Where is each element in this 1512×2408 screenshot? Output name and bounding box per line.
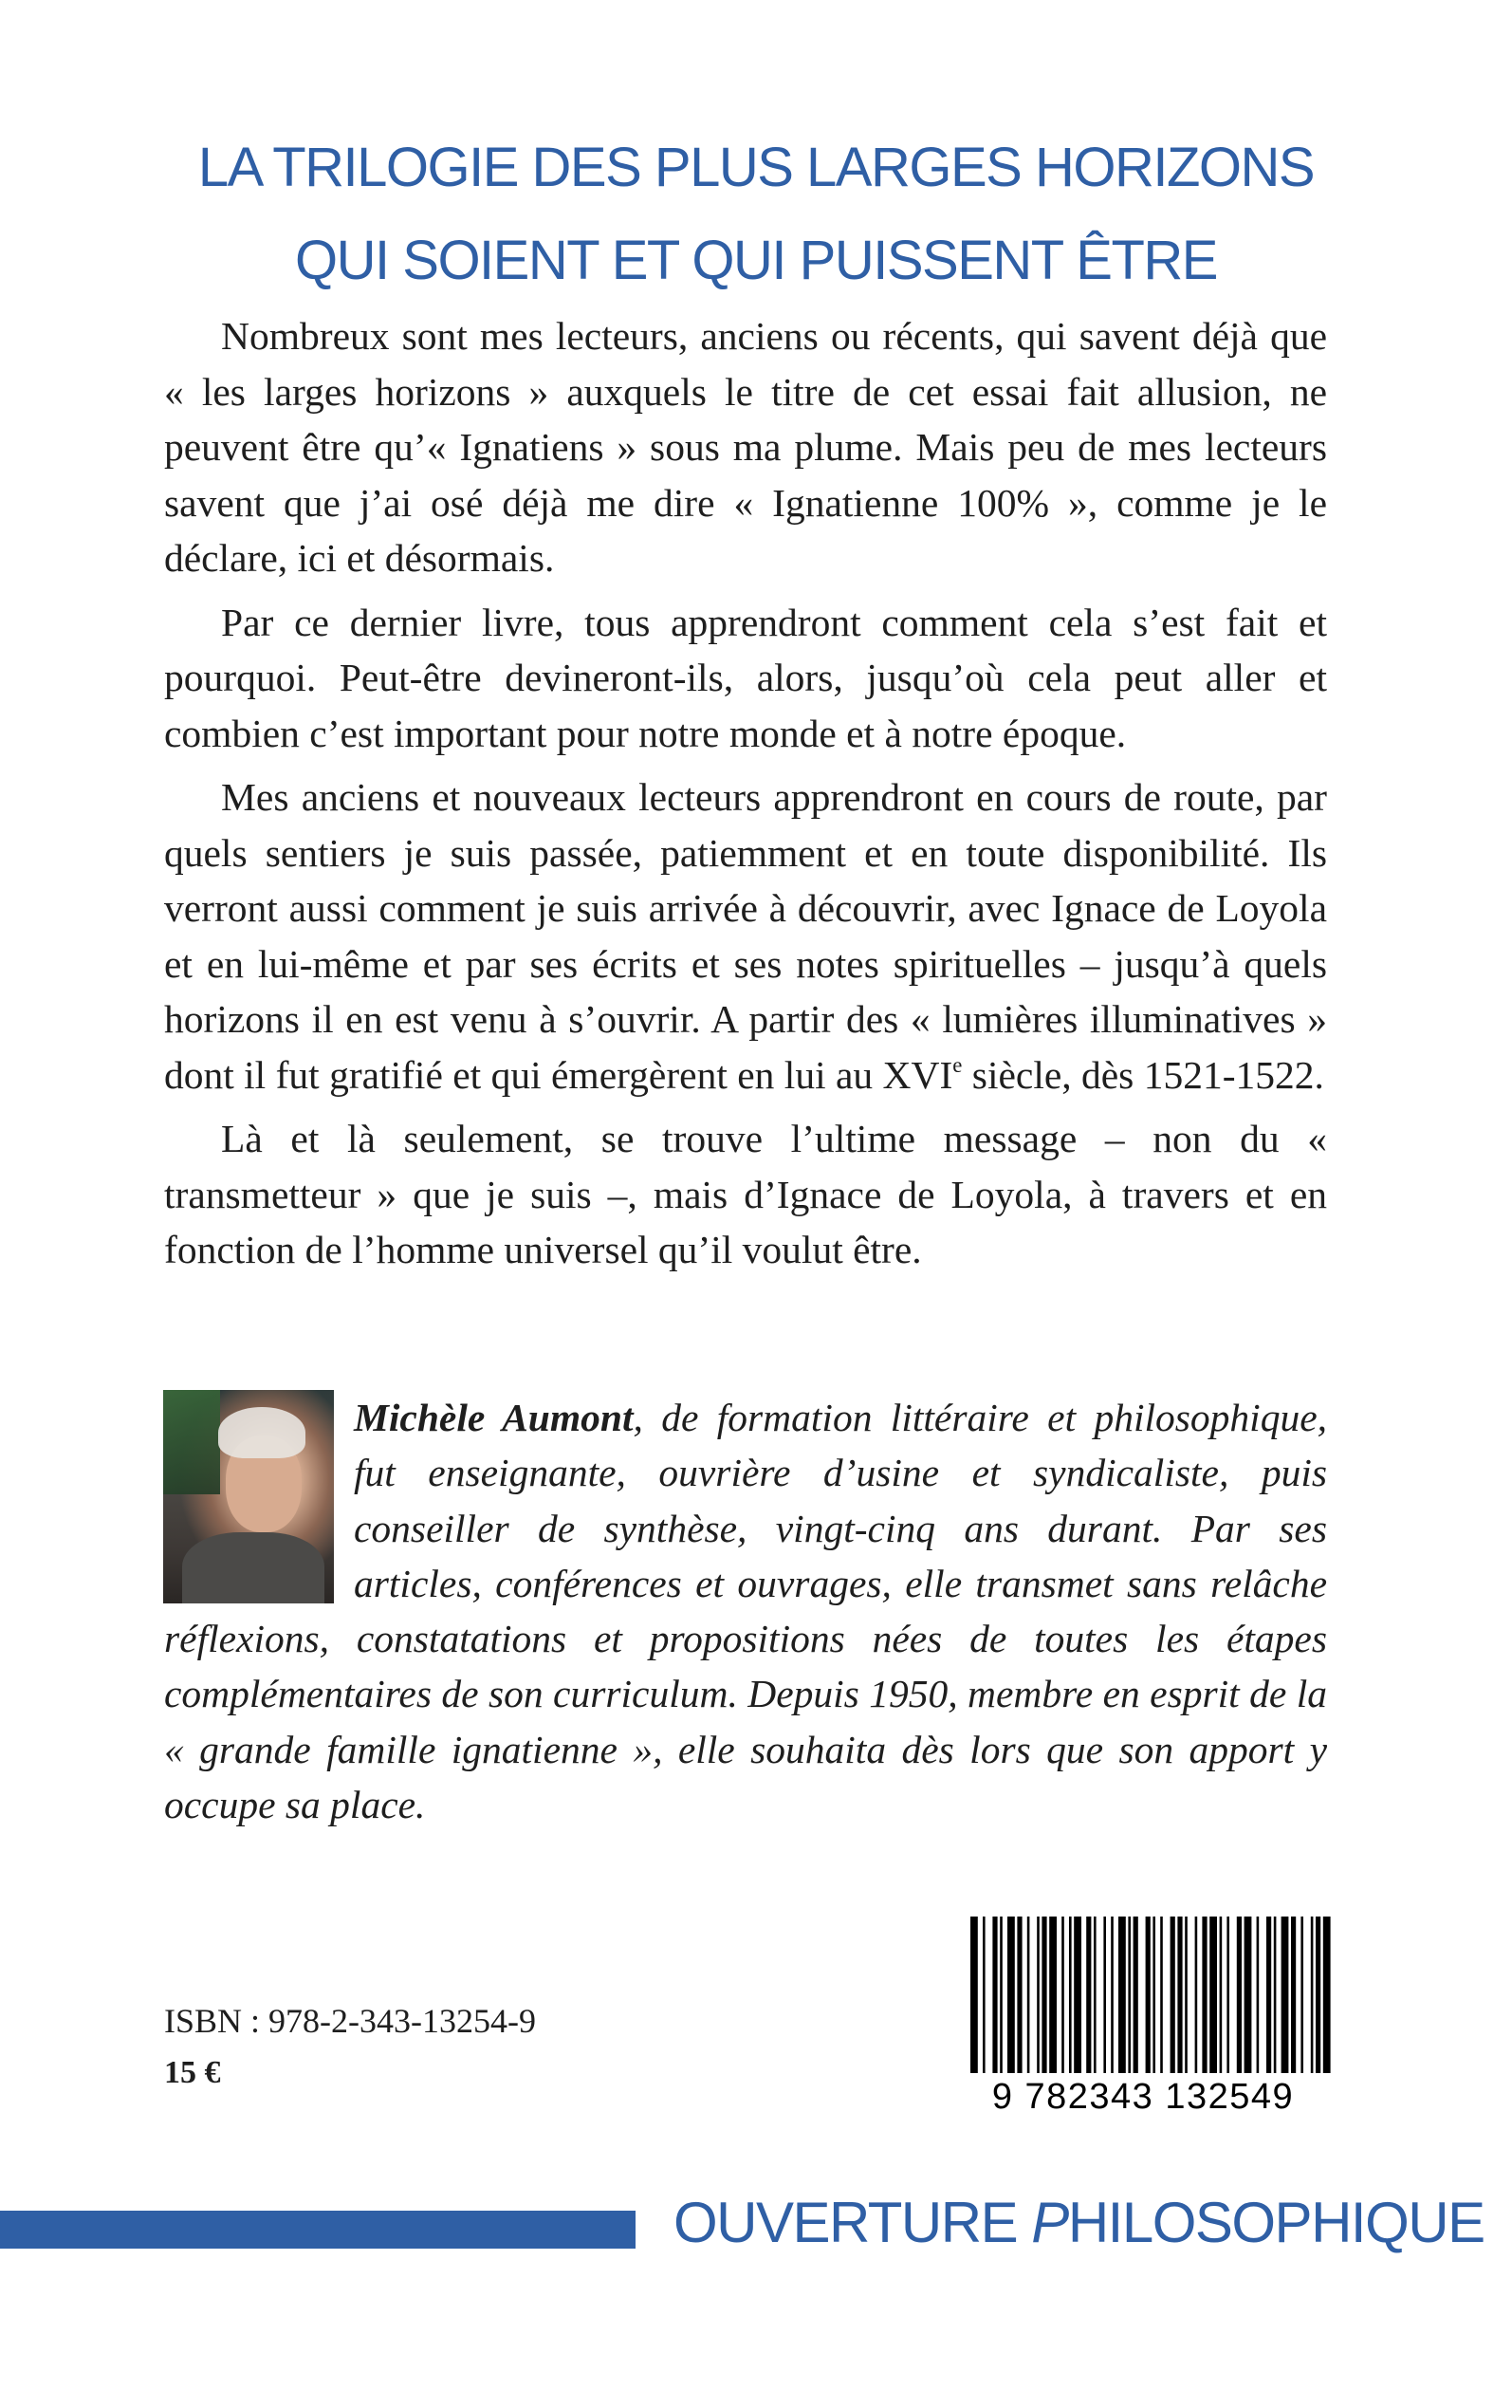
barcode-bar [1171,1917,1175,2073]
barcode-bar [1128,1917,1131,2073]
barcode-bar [1152,1917,1155,2073]
barcode-bar [1118,1917,1126,2073]
barcode-bar [1257,1917,1260,2073]
series-accent-bar [0,2211,636,2249]
barcode-bar [1291,1917,1296,2073]
barcode-bar [1185,1917,1188,2073]
barcode-bar [1195,1917,1198,2073]
title-line-1: LA TRILOGIE DES PLUS LARGES HORIZONS [197,137,1315,198]
barcode-bar [1311,1917,1314,2073]
barcode-bar [1086,1917,1091,2073]
century-superscript: e [952,1052,963,1077]
barcode-bar [1209,1917,1217,2073]
barcode-bar [1027,1917,1030,2073]
blurb-paragraph-4: Là et là seulement, se trouve l’ultime message – non du « transmetteur » que je suis –, mais d’Ignace de Loyola, à travers et en fonction de l’homme universel qu’il voulut être. [164,1117,1327,1271]
barcode-bar [1134,1917,1138,2073]
blurb-paragraph-2: Par ce dernier livre, tous apprendront comment cela s’est fait et pourquoi. Peut-être devineront-ils, alors, jusqu’où cela peut aller et combien c’est important pour notre monde et à notre époque. [164,600,1327,755]
barcode-bar [1237,1917,1242,2073]
barcode-bar [1274,1917,1277,2073]
series-name-part-1: OUVERTURE [673,2191,1032,2254]
barcode-bar [992,1917,997,2073]
barcode-bar [1202,1917,1207,2073]
barcode-bar [1160,1917,1163,2073]
author-bio [164,1390,1327,1832]
barcode-bar [1000,1917,1003,2073]
barcode-bar [983,1917,986,2073]
barcode-bar [1042,1917,1046,2073]
series-name-italic: P [1031,2191,1068,2254]
barcode-bar [1220,1917,1223,2073]
blurb-paragraph-3 [164,769,1327,1102]
title-line-2: QUI SOIENT ET QUI PUISSENT ÊTRE [295,230,1217,291]
series-name-part-2: HILOSOPHIQUE [1067,2191,1484,2254]
barcode-bar [1017,1917,1022,2073]
barcode-bar [1266,1917,1271,2073]
isbn: ISBN : 978-2-343-13254-9 [164,2002,536,2040]
barcode-bar [1245,1917,1252,2073]
barcode-bar [1037,1917,1040,2073]
blurb-paragraph-1: Nombreux sont mes lecteurs, anciens ou récents, qui savent déjà que « les larges horizons » auxquels le titre de cet essai fait allusion, ne peuvent être qu’« Ignatiens » sous ma plume. Mais peu de mes lecteurs savent que j’ai osé déjà me dire « Ignatienne 100% », comme je le déclare, ici et désormais. [164,314,1327,580]
barcode-bar [1177,1917,1182,2073]
barcode-icon [953,1917,1333,2116]
barcode-bar [1226,1917,1229,2073]
barcode-bar [1146,1917,1151,2073]
barcode-bar [970,1917,978,2073]
series-name [673,2191,1484,2254]
barcode-bar [1316,1917,1320,2073]
barcode-bar [1300,1917,1303,2073]
blurb-paragraph-3-end: siècle, dès 1521-1522. [962,1052,1324,1097]
barcode-bar [1069,1917,1072,2073]
barcode-bar [1007,1917,1015,2073]
barcode-bar [1282,1917,1289,2073]
barcode-bar [1061,1917,1064,2073]
author-name: Michèle Aumont [354,1396,634,1439]
barcode-bar [1074,1917,1081,2073]
barcode-bar [1049,1917,1057,2073]
barcode-bar [1111,1917,1114,2073]
blurb-paragraph-3-text: Mes anciens et nouveaux lecteurs apprendront en cours de route, par quels sentiers je suis passée, patiemment et en toute disponibilité. Ils verront aussi comment je suis arrivée à découvrir, avec Ignace de Loyola et en lui-même et par ses écrits et ses notes spirituelles – jusqu’à quels horizons il en est venu à s’ouvrir. A partir des « lumières illuminatives » dont il fut gratifié et qui émergèrent en lui au XVI [164,775,1327,1097]
author-bio-text: , de formation littéraire et philosophique, fut enseignante, ouvrière d’usine et syndicaliste, puis conseiller de synthèse, vingt-cinq ans durant. Par ses articles, conférences et ouvrages, elle transmet sans relâche réflexions, constatations et propositions nées de toutes les étapes complémentaires de son curriculum. Depuis 1950, membre en esprit de la « grande famille ignatienne », elle souhaita dès lors que son apport y occupe sa place. [164,1396,1327,1827]
price: 15 € [164,2055,221,2090]
barcode-bar [1103,1917,1106,2073]
barcode-bar [1323,1917,1331,2073]
barcode-digits: 9 782343 132549 [991,2077,1295,2116]
blurb [164,308,1327,1287]
barcode-bar [1094,1917,1097,2073]
